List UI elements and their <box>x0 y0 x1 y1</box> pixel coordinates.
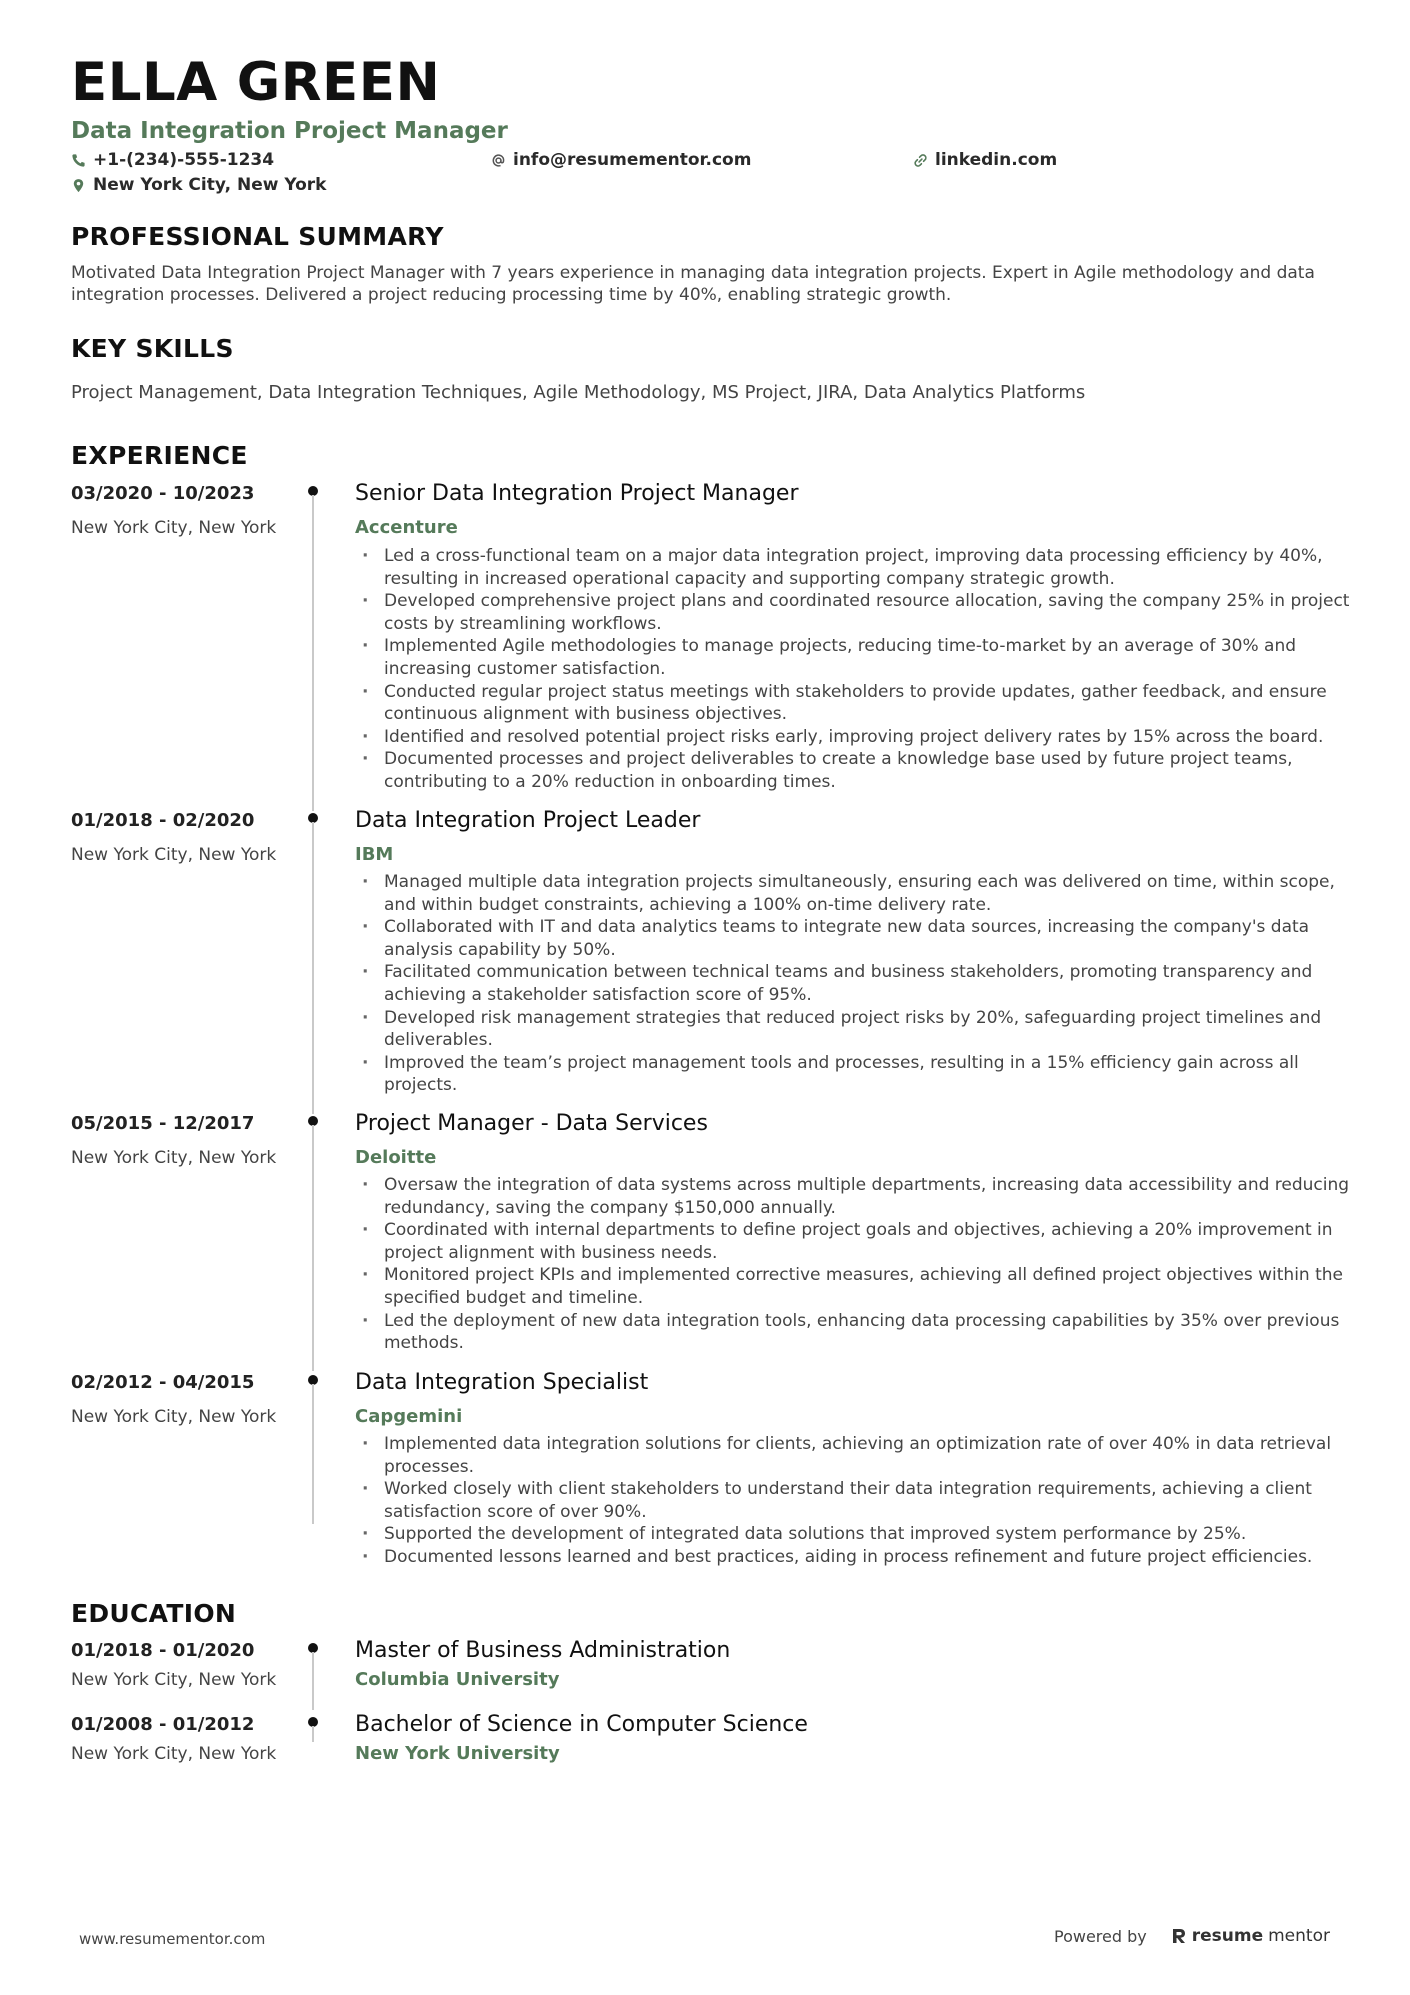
achievement-item: · Collaborated with IT and data analytics teams to integrate new data sources, increasing the company's data analysis capability by 50%. <box>355 916 1355 961</box>
achievement-item: · Documented processes and project deliverables to create a knowledge base used by future project teams, contributing to a 20% reduction in onboarding times. <box>355 748 1355 793</box>
summary-text: Motivated Data Integration Project Manager with 7 years experience in managing data integration projects. Expert in Agile methodology and data integration processes. Delivered a project reducing processing time by 40%, enabling strategic growth. <box>71 263 1315 305</box>
achievement-item: · Developed risk management strategies that reduced project risks by 20%, safeguarding project timelines and deliverables. <box>355 1007 1355 1052</box>
achievement-item: · Developed comprehensive project plans and coordinated resource allocation, saving the company 25% in project costs by streamlining workflows. <box>355 590 1355 635</box>
contact-linkedin[interactable] <box>913 150 1057 170</box>
linkedin-text: linkedin.com <box>935 150 1058 170</box>
achievement-item: · Facilitated communication between technical teams and business stakeholders, promoting transparency and achieving a stakeholder satisfaction score of 95%. <box>355 961 1355 1006</box>
brand-name-light: mentor <box>1268 1926 1330 1946</box>
contact-location <box>71 175 326 195</box>
location-text: New York City, New York <box>93 175 327 195</box>
job-title: Senior Data Integration Project Manager <box>355 481 799 506</box>
contact-email[interactable] <box>491 150 751 170</box>
entry-dates: 01/2018 - 01/2020 <box>71 1640 255 1661</box>
powered-by-label: Powered by <box>1054 1926 1147 1946</box>
entry-dates: 05/2015 - 12/2017 <box>71 1113 255 1134</box>
achievement-item: · Supported the development of integrated data solutions that improved system performance by 25%. <box>355 1523 1355 1546</box>
entry-dates: 03/2020 - 10/2023 <box>71 483 255 504</box>
timeline-line <box>312 822 314 1114</box>
education-heading: EDUCATION <box>71 1599 237 1628</box>
phone-icon <box>71 153 86 168</box>
achievement-item: · Monitored project KPIs and implemented corrective measures, achieving all defined project objectives within the specified budget and timeline. <box>355 1264 1355 1309</box>
school-name: New York University <box>355 1743 560 1764</box>
entry-location: New York City, New York <box>71 1744 277 1764</box>
entry-dates: 01/2008 - 01/2012 <box>71 1714 255 1735</box>
achievement-item: · Led a cross-functional team on a major data integration project, improving data processing efficiency by 40%, resulting in increased operational capacity and supporting company strategic growth. <box>355 545 1355 590</box>
brand-logo[interactable] <box>1171 1926 1330 1946</box>
achievement-list <box>355 1433 1355 1569</box>
job-title: Data Integration Project Leader <box>355 808 701 833</box>
achievement-item: · Implemented data integration solutions for clients, achieving an optimization rate of over 40% in data retrieval processes. <box>355 1433 1355 1478</box>
company-name: Capgemini <box>355 1406 463 1427</box>
entry-dates: 01/2018 - 02/2020 <box>71 810 255 831</box>
timeline-line <box>312 1125 314 1371</box>
achievement-list <box>355 1174 1355 1355</box>
contact-phone[interactable] <box>71 150 274 170</box>
achievement-item: · Coordinated with internal departments to define project goals and objectives, achieving a 20% improvement in project alignment with business needs. <box>355 1219 1355 1264</box>
company-name: IBM <box>355 844 394 865</box>
skills-text: Project Management, Data Integration Techniques, Agile Methodology, MS Project, JIRA, Data Analytics Platforms <box>71 382 1086 403</box>
phone-text: +1-(234)-555-1234 <box>93 150 275 170</box>
location-pin-icon <box>71 178 86 193</box>
achievement-item: · Documented lessons learned and best practices, aiding in process refinement and future project efficiencies. <box>355 1546 1355 1569</box>
resumementor-logo-icon <box>1171 1927 1187 1945</box>
company-name: Deloitte <box>355 1147 437 1168</box>
footer-branding <box>1054 1926 1330 1946</box>
email-text: info@resumementor.com <box>513 150 752 170</box>
job-title: Data Integration Specialist <box>355 1370 649 1395</box>
achievement-list <box>355 545 1355 794</box>
candidate-role: Data Integration Project Manager <box>71 118 508 144</box>
school-name: Columbia University <box>355 1669 560 1690</box>
candidate-name: ELLA GREEN <box>71 52 441 113</box>
skills-heading: KEY SKILLS <box>71 334 234 363</box>
achievement-item: · Worked closely with client stakeholders to understand their data integration requirements, achieving a client satisfaction score of over 90%. <box>355 1478 1355 1523</box>
degree-title: Master of Business Administration <box>355 1638 731 1663</box>
achievement-item: · Improved the team’s project management tools and processes, resulting in a 15% efficiency gain across all projects. <box>355 1052 1355 1097</box>
brand-name-bold: resume <box>1191 1926 1264 1946</box>
experience-heading: EXPERIENCE <box>71 441 248 470</box>
link-icon <box>913 153 928 168</box>
timeline-line <box>312 495 314 811</box>
achievement-list <box>355 871 1355 1097</box>
achievement-item: · Identified and resolved potential project risks early, improving project delivery rates by 15% across the board. <box>355 726 1355 749</box>
achievement-item: · Managed multiple data integration projects simultaneously, ensuring each was delivered on time, within scope, and within budget constraints, achieving a 100% on-time delivery rate. <box>355 871 1355 916</box>
summary-heading: PROFESSIONAL SUMMARY <box>71 222 444 251</box>
timeline-line <box>312 1726 314 1742</box>
degree-title: Bachelor of Science in Computer Science <box>355 1712 808 1737</box>
entry-location: New York City, New York <box>71 1670 277 1690</box>
timeline-line <box>312 1652 314 1710</box>
timeline-line <box>312 1384 314 1524</box>
footer-website[interactable]: www.resumementor.com <box>79 1930 266 1948</box>
entry-location: New York City, New York <box>71 1407 277 1427</box>
job-title: Project Manager - Data Services <box>355 1111 708 1136</box>
achievement-item: · Implemented Agile methodologies to manage projects, reducing time-to-market by an average of 30% and increasing customer satisfaction. <box>355 635 1355 680</box>
achievement-item: · Conducted regular project status meetings with stakeholders to provide updates, gather feedback, and ensure continuous alignment with business objectives. <box>355 681 1355 726</box>
entry-location: New York City, New York <box>71 518 277 538</box>
entry-location: New York City, New York <box>71 1148 277 1168</box>
achievement-item: · Oversaw the integration of data systems across multiple departments, increasing data accessibility and reducing redundancy, saving the company $150,000 annually. <box>355 1174 1355 1219</box>
at-icon <box>491 153 506 168</box>
entry-dates: 02/2012 - 04/2015 <box>71 1372 255 1393</box>
entry-location: New York City, New York <box>71 845 277 865</box>
company-name: Accenture <box>355 517 458 538</box>
achievement-item: · Led the deployment of new data integration tools, enhancing data processing capabilities by 35% over previous methods. <box>355 1310 1355 1355</box>
